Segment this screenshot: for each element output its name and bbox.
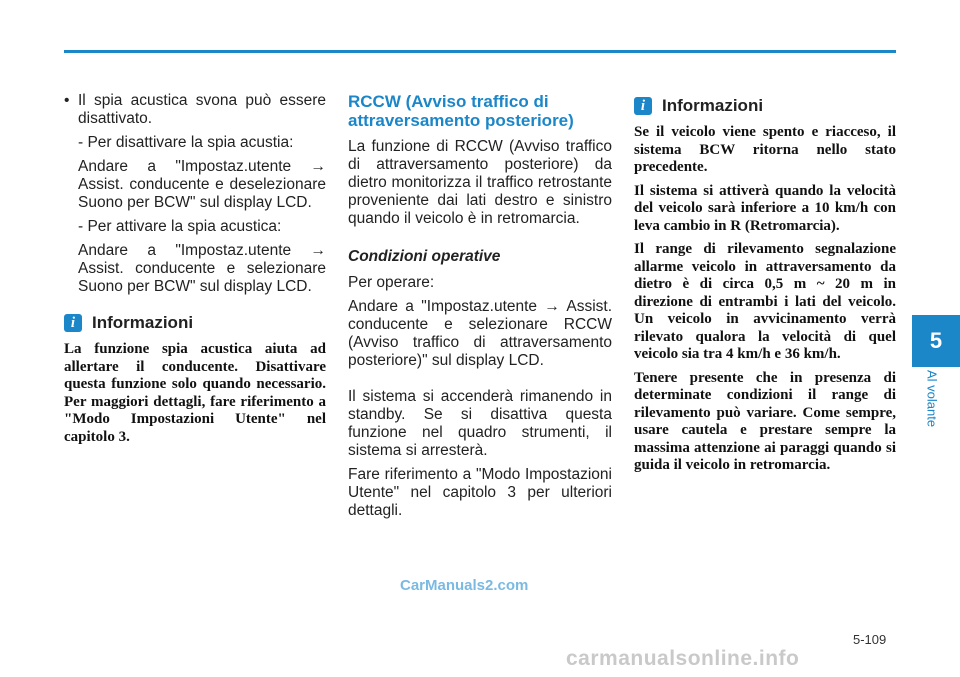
section-title: RCCW (Avviso traffico di attraversamento posteriore) — [348, 92, 574, 130]
chapter-tab: 5 — [912, 315, 960, 367]
operate-instructions: Andare a "Impostaz.utente → Assist. conducente e selezionare RCCW (Avviso traffico di attraversamento posteriore)" sul display LCD. — [348, 298, 612, 369]
operate-label: Per operare: — [348, 274, 435, 291]
enable-instructions: Andare a "Impostaz.utente → Assist. conducente e selezionare Suono per BCW" sul display LCD. — [78, 242, 326, 295]
info-header — [634, 96, 896, 116]
top-rule — [64, 50, 896, 53]
footer-watermark[interactable]: carmanualsonline.info — [566, 647, 800, 670]
chapter-label-text: Al volante — [924, 370, 940, 428]
disable-instructions: Andare a "Impostaz.utente → Assist. conducente e deselezionare Suono per BCW" sul display LCD. — [78, 158, 326, 211]
chapter-label — [922, 370, 942, 440]
info-paragraph-4: Tenere presente che in presenza di determinate condizioni il range di rilevamento può variare. Come sempre, usare cautela e prestare sempre la massima attenzione ai paraggi quando si guida il veicolo in retromarcia. — [634, 369, 896, 473]
info-title: Informazioni — [92, 313, 194, 332]
subsection-title: Condizioni operative — [348, 248, 501, 265]
standby-text: Il sistema si accenderà rimanendo in standby. Se si disattiva questa funzione nel quadro strumenti, il sistema si arresterà. — [348, 388, 612, 459]
info-header — [64, 313, 326, 333]
section-intro: La funzione di RCCW (Avviso traffico di attraversamento posteriore) da dietro monitorizza il traffico retrostante proveniente dai lati destro e sinistro quando il veicolo è in retromarcia. — [348, 138, 612, 227]
watermark[interactable]: CarManuals2.com — [400, 577, 529, 594]
bullet-text: Il spia acustica svona può essere disattivato. — [78, 92, 326, 127]
disable-heading: - Per disattivare la spia acustia: — [78, 134, 294, 151]
info-text: La funzione spia acustica aiuta ad allertare il conducente. Disattivare questa funzione solo quando necessario. Per maggiori dettagli, fare riferimento a "Modo Impostazioni Utente" nel capitolo 3. — [64, 341, 326, 445]
bullet-item — [64, 92, 326, 128]
column-2 — [348, 92, 612, 520]
column-1 — [64, 92, 326, 446]
info-paragraph-1: Se il veicolo viene spento e riacceso, il sistema BCW ritorna nello stato precedente. — [634, 124, 896, 175]
bullet-dot: • — [64, 92, 70, 109]
spacer — [348, 370, 612, 388]
info-paragraph-2: Il sistema si attiverà quando la velocità del veicolo sarà inferiore a 10 km/h con leva cambio in R (Retromarcia). — [634, 182, 896, 234]
info-paragraph-3: Il range di rilevamento segnalazione allarme veicolo in attraversamento da dietro è di circa 0,5 m ~ 20 m in direzione di entrambi i lati del veicolo. Un veicolo in avvicinamento verrà rilevato qualora la velocità di quel veicolo sia tra 4 km/h e 36 km/h. — [634, 241, 896, 362]
enable-heading: - Per attivare la spia acustica: — [78, 218, 282, 235]
reference-text: Fare riferimento a "Modo Impostazioni Utente" nel capitolo 3 per ulteriori dettagli. — [348, 466, 612, 519]
page-number: 5-109 — [853, 632, 887, 647]
info-title: Informazioni — [662, 96, 764, 115]
info-icon: i — [634, 97, 652, 115]
column-3 — [634, 96, 896, 475]
info-icon: i — [64, 314, 82, 332]
